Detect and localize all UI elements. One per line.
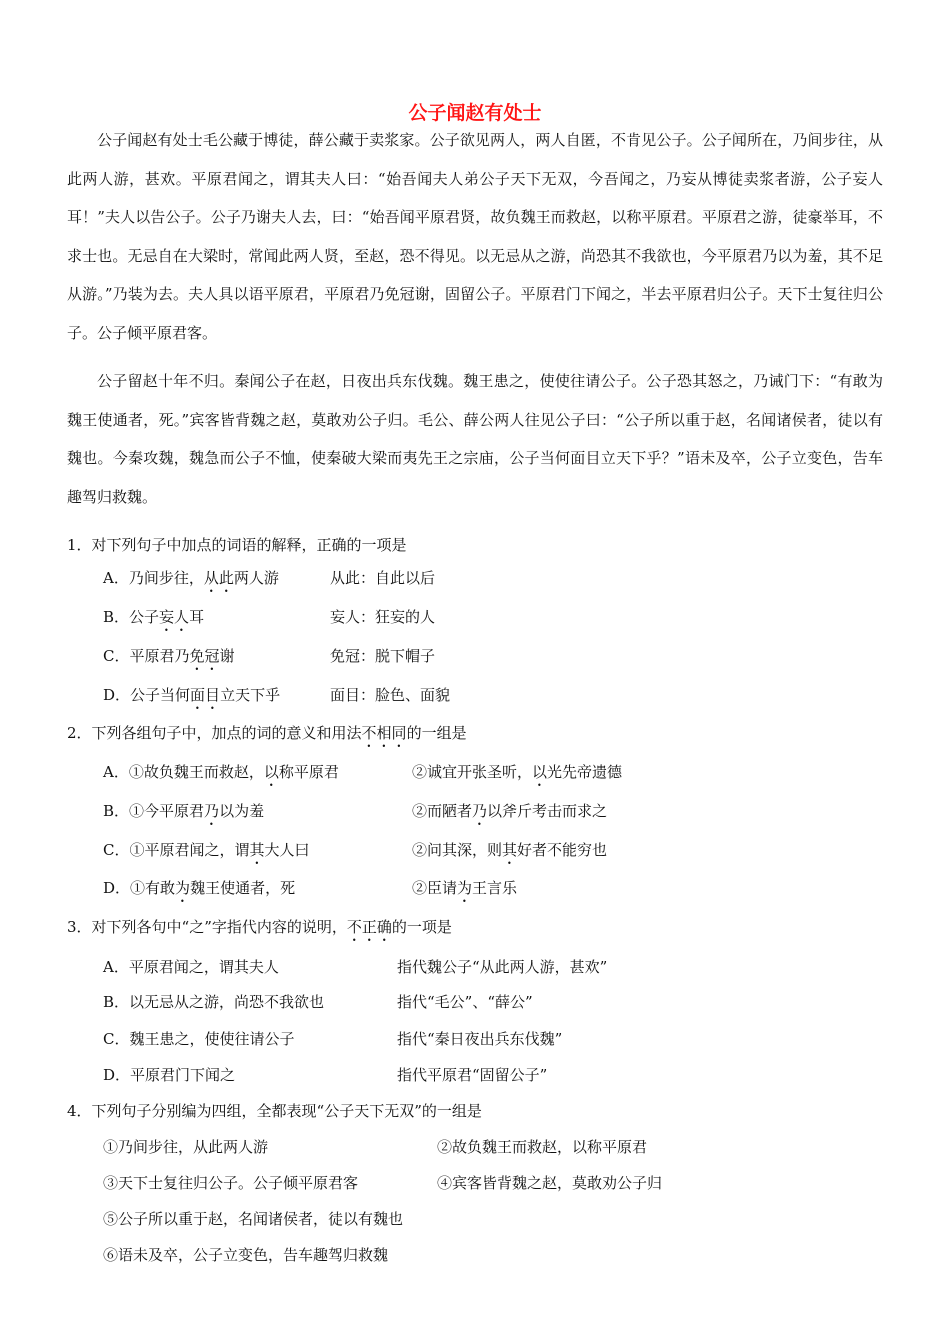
stem-text: 2．下列各组句子中，加点的词的意义和用法 xyxy=(67,724,362,742)
q4-item-1: ①乃间步往，从此两人游 xyxy=(103,1138,269,1156)
q2-option-a-first xyxy=(103,762,339,790)
dotted-word: 乃 xyxy=(204,802,220,820)
option-label: B． xyxy=(103,802,130,820)
option-text: 称平原君 xyxy=(278,763,339,781)
q1-option-c-note: 免冠：脱下帽子 xyxy=(330,647,436,665)
option-text: 魏王患之，使使往请公子 xyxy=(129,1030,295,1048)
stem-text: 的一项是 xyxy=(391,918,452,936)
option-text: ②而陋者 xyxy=(412,802,473,820)
dotted-word: 以 xyxy=(263,763,279,781)
q3-option-c-note: 指代“秦日夜出兵东伐魏” xyxy=(397,1030,563,1048)
q3-option-a xyxy=(103,957,279,977)
dotted-word: 不相同 xyxy=(361,724,407,742)
dotted-word: 免冠 xyxy=(189,647,220,665)
q4-item-6: ⑥语未及卒，公子立变色，告车趣驾归救魏 xyxy=(103,1246,389,1264)
option-text: 王言乐 xyxy=(472,879,518,897)
dotted-word: 其 xyxy=(249,841,265,859)
option-text: 好者不能穷也 xyxy=(517,841,608,859)
passage-paragraph-2: 公子留赵十年不归。秦闻公子在赵，日夜出兵东伐魏。魏王患之，使使往请公子。公子恐其怒之，乃诫门下：“有敢为魏王使通者，死。”宾客皆背魏之赵，莫敢劝公子归。毛公、薛公两人往见公子曰：“公子所以重于赵，名闻诸侯者，徒以有魏也。今秦攻魏，魏急而公子不恤，使秦破大梁而夷先王之宗庙，公子当何面目立天下乎？”语未及卒，公子立变色，告车趣驾归救魏。 xyxy=(67,372,883,506)
option-text: 公子 xyxy=(129,608,160,626)
option-label: A． xyxy=(103,569,129,587)
q2-option-d-first xyxy=(103,878,295,906)
option-text: 以斧斤考击而求之 xyxy=(487,802,608,820)
option-text: ②臣请 xyxy=(412,879,458,897)
q2-option-c-second xyxy=(412,840,607,868)
q2-option-d-second xyxy=(412,878,517,906)
q3-option-d-note: 指代平原君“固留公子” xyxy=(397,1066,548,1084)
option-label: C． xyxy=(103,647,130,665)
q4-item-4: ④宾客皆背魏之赵，莫敢劝公子归 xyxy=(437,1174,663,1192)
option-label: D． xyxy=(103,686,131,704)
option-label: A． xyxy=(103,958,129,976)
stem-text: 的一组是 xyxy=(406,724,467,742)
q1-option-b xyxy=(103,607,204,635)
option-text: ②诚宜开张圣听， xyxy=(412,763,533,781)
option-text: 立天下乎 xyxy=(220,686,281,704)
q4-item-5: ⑤公子所以重于赵，名闻诸侯者，徒以有魏也 xyxy=(103,1210,404,1228)
dotted-word: 从此 xyxy=(203,569,234,587)
dotted-word: 面目 xyxy=(190,686,221,704)
stem-text: 3．对下列各句中“之”字指代内容的说明， xyxy=(67,918,347,936)
q4-item-3: ③天下士复往归公子。公子倾平原君客 xyxy=(103,1174,359,1192)
option-label: C． xyxy=(103,1030,130,1048)
option-text: 魏王使通者，死 xyxy=(190,879,296,897)
q3-option-b xyxy=(103,992,324,1012)
option-text: 两人游 xyxy=(233,569,279,587)
question-2-stem xyxy=(67,723,467,751)
passage-paragraph-1: 公子闻赵有处士毛公藏于博徒，薛公藏于卖浆家。公子欲见两人，两人自匿，不肯见公子。公子闻所在，乃间步往，从此两人游，甚欢。平原君闻之，谓其夫人曰：“始吾闻夫人弟公子天下无双，今吾闻之，乃妄从博徒卖浆者游，公子妄人耳！”夫人以告公子。公子乃谢夫人去，曰：“始吾闻平原君贤，故负魏王而救赵，以称平原君。平原君之游，徒豪举耳，不求士也。无忌自在大梁时，常闻此两人贤，至赵，恐不得见。以无忌从之游，尚恐其不我欲也，今平原君乃以为羞，其不足从游。”乃装为去。夫人具以语平原君，平原君乃免冠谢，固留公子。平原君门下闻之，半去平原君归公子。天下士复往归公子。公子倾平原君客。 xyxy=(67,131,883,342)
q3-option-a-note: 指代魏公子“从此两人游，甚欢” xyxy=(397,958,608,976)
q2-option-b-second xyxy=(412,801,607,829)
option-text: ①今平原君 xyxy=(129,802,205,820)
option-text: ①平原君闻之，谓 xyxy=(129,841,250,859)
q3-option-c xyxy=(103,1029,295,1049)
option-text: 平原君门下闻之 xyxy=(130,1066,236,1084)
option-label: B． xyxy=(103,993,130,1011)
q1-option-a xyxy=(103,568,279,596)
option-text: 光先帝遗德 xyxy=(547,763,623,781)
option-text: 以无忌从之游，尚恐不我欲也 xyxy=(129,993,325,1011)
option-text: ②问其深，则 xyxy=(412,841,503,859)
q2-option-b-first xyxy=(103,801,264,829)
dotted-word: 其 xyxy=(502,841,518,859)
q1-option-d xyxy=(103,685,280,713)
question-3-stem xyxy=(67,917,452,945)
option-text: ①有敢 xyxy=(130,879,176,897)
option-label: A． xyxy=(103,763,129,781)
q3-option-b-note: 指代“毛公”、“薛公” xyxy=(397,993,533,1011)
option-text: 公子当何 xyxy=(130,686,191,704)
dotted-word: 乃 xyxy=(472,802,488,820)
option-label: B． xyxy=(103,608,130,626)
dotted-word: 以 xyxy=(532,763,548,781)
q2-option-c-first xyxy=(103,840,310,868)
q1-option-c xyxy=(103,646,235,674)
page-title: 公子闻赵有处士 xyxy=(408,102,542,124)
option-text: 谢 xyxy=(219,647,235,665)
option-label: C． xyxy=(103,841,130,859)
option-text: 耳 xyxy=(189,608,205,626)
option-text: 大人曰 xyxy=(264,841,310,859)
q1-option-b-note: 妄人：狂妄的人 xyxy=(330,608,436,626)
option-label: D． xyxy=(103,879,131,897)
q1-option-d-note: 面目：脸色、面貌 xyxy=(330,686,451,704)
option-label: D． xyxy=(103,1066,131,1084)
q1-option-a-note: 从此：自此以后 xyxy=(330,569,436,587)
option-text: 平原君乃 xyxy=(129,647,190,665)
dotted-word: 不正确 xyxy=(346,918,392,936)
q2-option-a-second xyxy=(412,762,622,790)
option-text: 乃间步往， xyxy=(128,569,204,587)
q3-option-d xyxy=(103,1065,235,1085)
option-text: 平原君闻之，谓其夫人 xyxy=(128,958,279,976)
dotted-word: 妄人 xyxy=(159,608,190,626)
dotted-word: 为 xyxy=(175,879,191,897)
question-4-stem: 4．下列句子分别编为四组，全都表现“公子天下无双”的一组是 xyxy=(67,1102,482,1120)
q4-item-2: ②故负魏王而救赵，以称平原君 xyxy=(437,1138,648,1156)
dotted-word: 为 xyxy=(457,879,473,897)
option-text: 以为羞 xyxy=(219,802,265,820)
option-text: ①故负魏王而救赵， xyxy=(128,763,264,781)
question-1-stem: 1．对下列句子中加点的词语的解释，正确的一项是 xyxy=(67,536,407,554)
